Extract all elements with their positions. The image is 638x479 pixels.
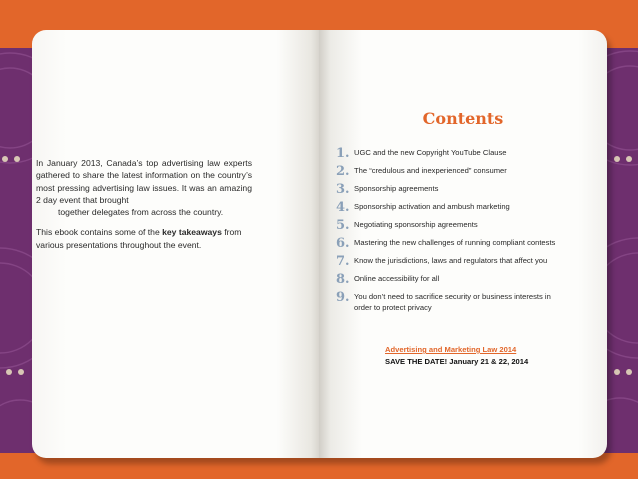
contents-title: Contents bbox=[422, 109, 504, 128]
toc-number: 1. bbox=[336, 146, 350, 161]
toc-label: Sponsorship activation and ambush marketing bbox=[354, 202, 510, 211]
toc-label: The “credulous and inexperienced” consumer bbox=[354, 166, 507, 175]
toc-label: Online accessibility for all bbox=[354, 274, 440, 283]
table-of-contents bbox=[336, 147, 556, 318]
toc-number: 4. bbox=[336, 200, 350, 215]
toc-item-1[interactable] bbox=[336, 147, 556, 160]
toc-label: You don’t need to sacrifice security or business interests in order to protect privacy bbox=[354, 292, 551, 312]
intro-paragraph-1 bbox=[36, 157, 252, 218]
toc-label: Sponsorship agreements bbox=[354, 184, 439, 193]
toc-number: 5. bbox=[336, 218, 350, 233]
toc-item-3[interactable] bbox=[336, 183, 556, 196]
intro-text bbox=[36, 157, 252, 259]
toc-number: 9. bbox=[336, 290, 350, 305]
intro-paragraph-2: This ebook contains some of the key takeaways from various presentations throughout the event. bbox=[36, 227, 242, 250]
toc-label: Mastering the new challenges of running compliant contests bbox=[354, 238, 556, 247]
toc-number: 6. bbox=[336, 236, 350, 251]
toc-number: 2. bbox=[336, 164, 350, 179]
decor-dots-left-bottom bbox=[6, 369, 24, 375]
event-link[interactable]: Advertising and Marketing Law 2014 bbox=[385, 345, 517, 354]
toc-label: UGC and the new Copyright YouTube Clause bbox=[354, 148, 507, 157]
toc-item-8[interactable] bbox=[336, 273, 556, 286]
decor-dots-right-top bbox=[614, 156, 632, 162]
toc-label: Know the jurisdictions, laws and regulators that affect you bbox=[354, 256, 548, 265]
toc-item-4[interactable] bbox=[336, 201, 556, 214]
toc-item-5[interactable] bbox=[336, 219, 556, 232]
toc-item-2[interactable] bbox=[336, 165, 556, 178]
decor-dots-left-top bbox=[2, 156, 20, 162]
toc-number: 3. bbox=[336, 182, 350, 197]
decor-dots-right-bottom bbox=[614, 369, 632, 375]
toc-item-7[interactable] bbox=[336, 255, 556, 268]
toc-item-9[interactable] bbox=[336, 291, 556, 313]
key-takeaways-highlight: key takeaways bbox=[162, 227, 222, 238]
toc-label: Negotiating sponsorship agreements bbox=[354, 220, 478, 229]
toc-item-6[interactable] bbox=[336, 237, 556, 250]
intro-paragraph-1-main: In January 2013, Canada’s top advertising law experts gathered to share the latest information on the country’s most pressing advertising law issues. It was an amazing 2 day event that brought bbox=[36, 158, 252, 205]
save-the-date-text: SAVE THE DATE! January 21 & 22, 2014 bbox=[385, 357, 529, 366]
toc-number: 8. bbox=[336, 272, 350, 287]
intro-paragraph-1-tail: together delegates from across the country. bbox=[58, 207, 224, 218]
toc-number: 7. bbox=[336, 254, 350, 269]
